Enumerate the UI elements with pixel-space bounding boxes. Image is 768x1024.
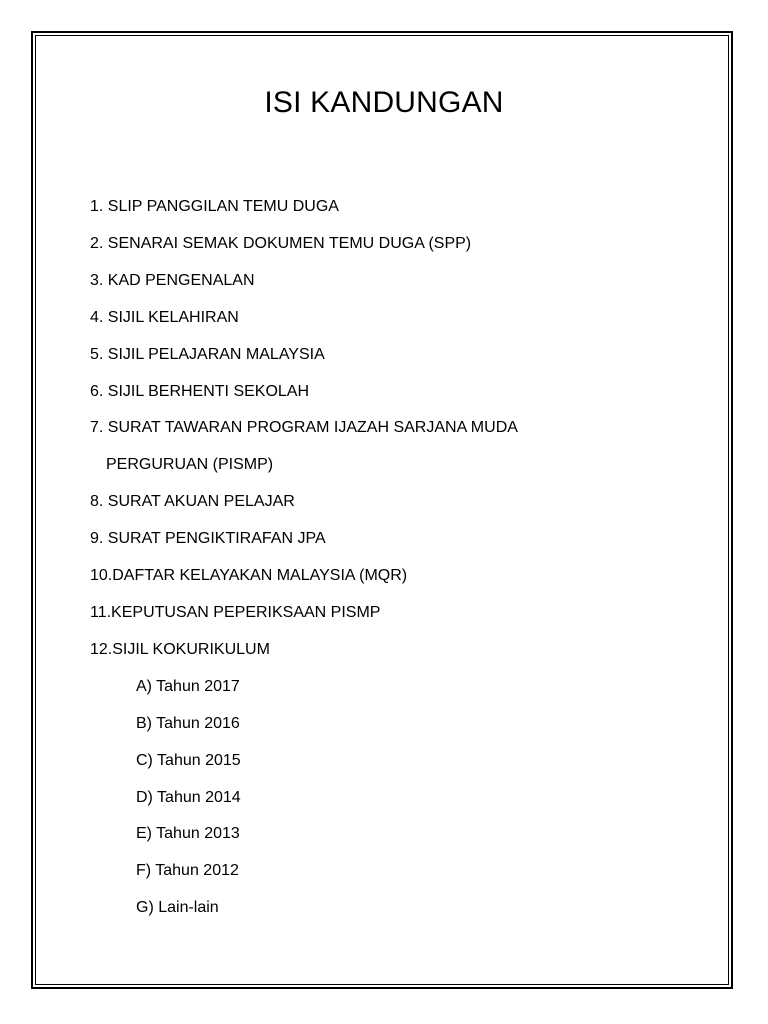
toc-subitem-d: D) Tahun 2014 bbox=[136, 789, 241, 806]
toc-item-9: 9. SURAT PENGIKTIRAFAN JPA bbox=[90, 530, 326, 547]
toc-item-3: 3. KAD PENGENALAN bbox=[90, 272, 255, 289]
toc-item-12: 12.SIJIL KOKURIKULUM bbox=[90, 641, 270, 658]
toc-subitem-a: A) Tahun 2017 bbox=[136, 678, 240, 695]
toc-subitem-e: E) Tahun 2013 bbox=[136, 825, 240, 842]
toc-item-4: 4. SIJIL KELAHIRAN bbox=[90, 309, 239, 326]
toc-subitem-c: C) Tahun 2015 bbox=[136, 752, 241, 769]
toc-item-5: 5. SIJIL PELAJARAN MALAYSIA bbox=[90, 346, 325, 363]
toc-item-11: 11.KEPUTUSAN PEPERIKSAAN PISMP bbox=[90, 604, 381, 621]
toc-item-7-continued: PERGURUAN (PISMP) bbox=[106, 456, 274, 473]
toc-item-1: 1. SLIP PANGGILAN TEMU DUGA bbox=[90, 198, 339, 215]
toc-item-2: 2. SENARAI SEMAK DOKUMEN TEMU DUGA (SPP) bbox=[90, 235, 472, 252]
toc-subitem-f: F) Tahun 2012 bbox=[136, 862, 239, 879]
toc-item-8: 8. SURAT AKUAN PELAJAR bbox=[90, 493, 295, 510]
toc-item-7: 7. SURAT TAWARAN PROGRAM IJAZAH SARJANA MUDA bbox=[90, 419, 518, 436]
toc-subitem-b: B) Tahun 2016 bbox=[136, 715, 240, 732]
toc-item-10: 10.DAFTAR KELAYAKAN MALAYSIA (MQR) bbox=[90, 567, 408, 584]
toc-item-6: 6. SIJIL BERHENTI SEKOLAH bbox=[90, 383, 310, 400]
toc-subitem-g: G) Lain-lain bbox=[136, 899, 219, 916]
document-title: ISI KANDUNGAN bbox=[264, 86, 504, 119]
